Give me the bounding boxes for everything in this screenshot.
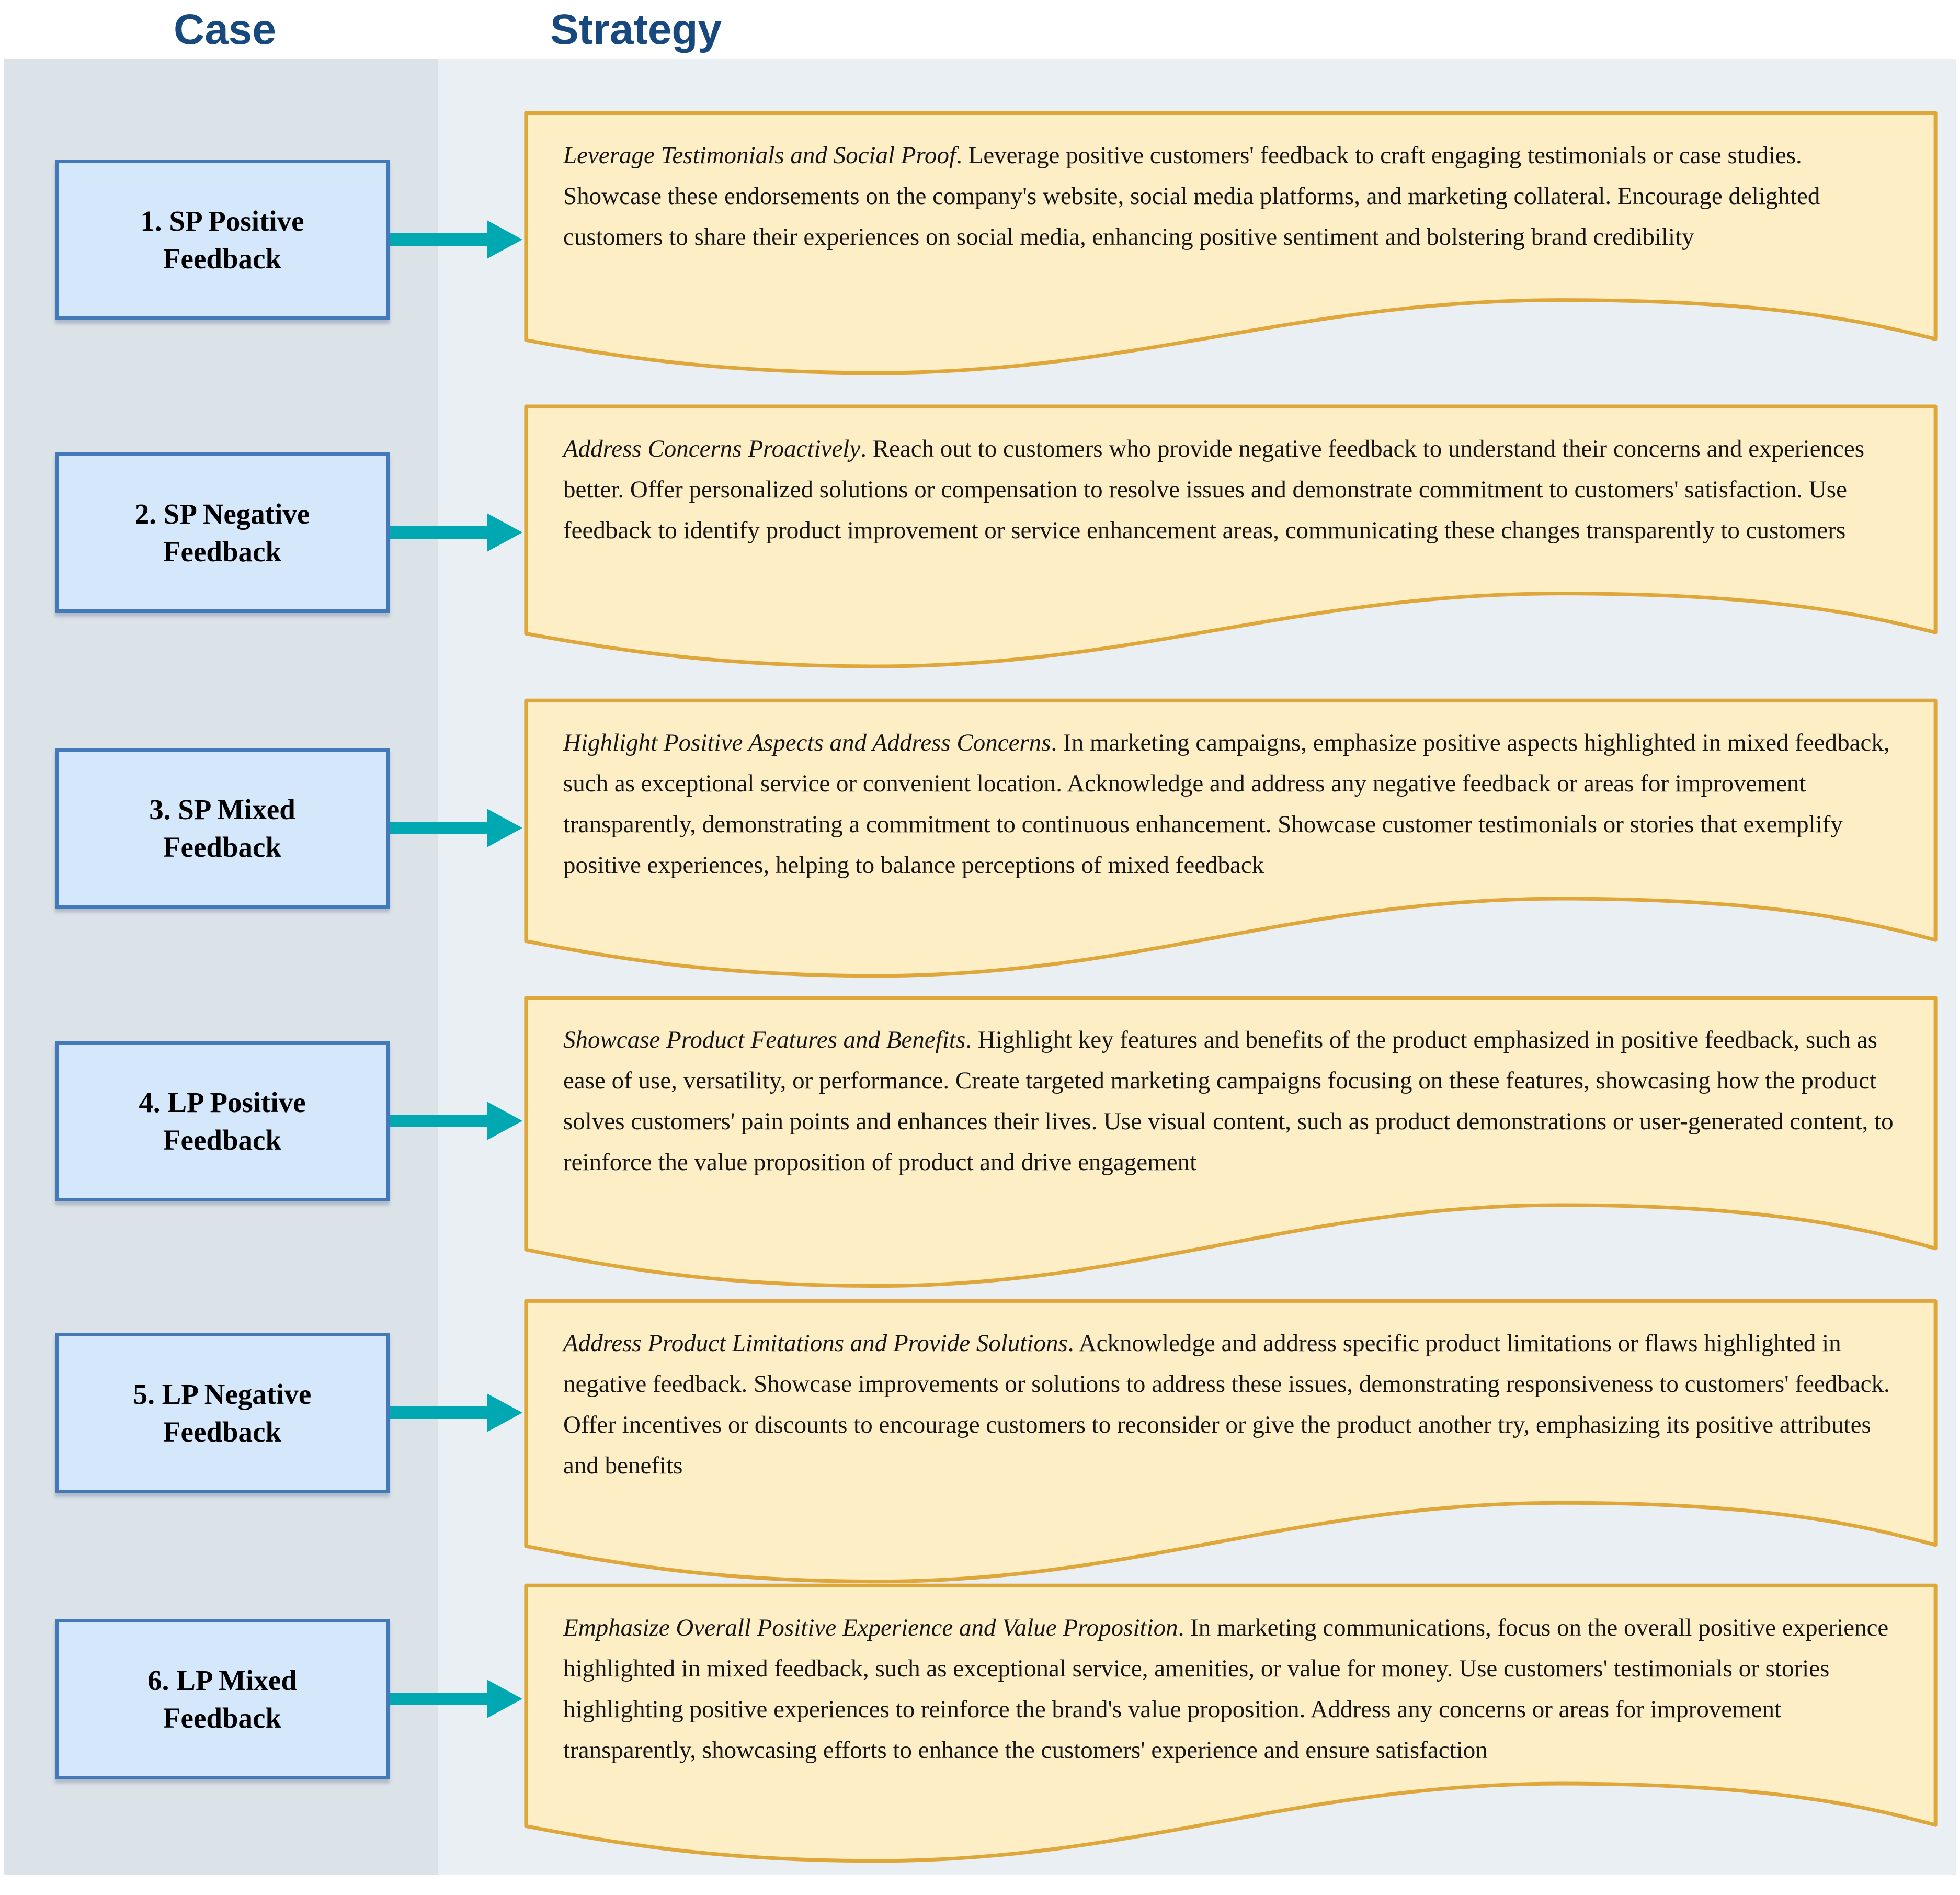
- strategy-body: . In marketing communications, focus on the overall positive experience highlighted in mixed feedback, such as exceptional service, amenities, or value for money. Use customers' testimonials or stories highlighting positive experiences to reinforce the brand's value proposition. Address any concerns or areas for improvement transparently, showcasing efforts to enhance the customers' experience and ensure satisfaction: [563, 1614, 1889, 1764]
- case-label-line: 2. SP Negative: [134, 497, 310, 530]
- right-arrow-icon: [390, 1087, 523, 1155]
- strategy-lead: Emphasize Overall Positive Experience and Value Proposition: [563, 1614, 1178, 1641]
- case-label-line: 6. LP Mixed: [147, 1664, 297, 1696]
- strategy-lead: Leverage Testimonials and Social Proof: [563, 142, 956, 169]
- case-box-sp-mixed: [55, 748, 390, 909]
- case-box-lp-positive: [55, 1041, 390, 1201]
- case-column-panel: [4, 59, 438, 1875]
- strategy-body: . Reach out to customers who provide negative feedback to understand their concerns and experiences better. Offer personalized solutions or compensation to resolve issues and demonstrate commitment to customers' satisfaction. Use feedback to identify product improvement or service enhancement areas, communicating these changes transparently to customers: [563, 435, 1865, 544]
- strategy-text: [563, 428, 1901, 551]
- strategy-body: . In marketing campaigns, emphasize positive aspects highlighted in mixed feedback, such as exceptional service or convenient location. Acknowledge and address any negative feedback or areas for improvement transparently, demonstrating a commitment to continuous enhancement. Showcase customer testimonials or stories that exemplify positive experiences, helping to balance perceptions of mixed feedback: [563, 729, 1890, 879]
- right-arrow-icon: [390, 206, 523, 274]
- strategy-text: [563, 722, 1901, 886]
- strategy-box-6: [520, 1583, 1941, 1863]
- strategy-body: . Acknowledge and address specific product limitations or flaws highlighted in negative feedback. Showcase improvements or solutions to address these issues, demonstrating responsiveness to customers' feedback. Offer incentives or discounts to encourage customers to reconsider or give the product another try, emphasizing its positive attributes and benefits: [563, 1330, 1890, 1479]
- column-header-strategy: Strategy: [550, 6, 722, 53]
- strategy-box-3: [520, 698, 1941, 978]
- case-label: [147, 1662, 297, 1737]
- case-label: [140, 202, 304, 278]
- case-label-line: Feedback: [163, 1701, 282, 1734]
- strategy-body: . Highlight key features and benefits of the product emphasized in positive feedback, such as ease of use, versatility, or performance. Create targeted marketing campaigns focusing on these features, showcasing how the product solves customers' pain points and enhances their lives. Use visual content, such as product demonstrations or user-generated content, to reinforce the value proposition of product and drive engagement: [563, 1026, 1894, 1176]
- strategy-body: . Leverage positive customers' feedback to craft engaging testimonials or case studies. Showcase these endorsements on the company's website, social media platforms, and marketing collateral. Encourage delighted customers to share their experiences on social media, enhancing positive sentiment and bolstering brand credibility: [563, 142, 1820, 251]
- strategy-lead: Address Concerns Proactively: [563, 435, 861, 462]
- case-label-line: Feedback: [163, 1124, 282, 1156]
- case-label-line: Feedback: [163, 1415, 282, 1448]
- case-label-line: 3. SP Mixed: [149, 793, 295, 825]
- case-label: [139, 1084, 305, 1159]
- case-label-line: Feedback: [163, 535, 282, 568]
- strategy-lead: Showcase Product Features and Benefits: [563, 1026, 966, 1053]
- strategy-lead: Address Product Limitations and Provide Solutions: [563, 1330, 1068, 1357]
- case-label-line: 1. SP Positive: [140, 205, 304, 237]
- case-label: [133, 1376, 312, 1451]
- case-label-line: 4. LP Positive: [139, 1086, 306, 1118]
- strategy-text: [563, 1323, 1901, 1486]
- case-box-lp-negative: [55, 1333, 390, 1493]
- right-arrow-icon: [390, 1379, 523, 1447]
- case-label: [135, 495, 310, 571]
- strategy-box-1: [520, 111, 1941, 375]
- case-label-line: 5. LP Negative: [133, 1378, 312, 1410]
- column-header-case: Case: [173, 6, 277, 53]
- case-box-sp-positive: [55, 160, 390, 320]
- strategy-box-5: [520, 1299, 1941, 1584]
- right-arrow-icon: [390, 498, 523, 566]
- strategy-text: [563, 1019, 1901, 1183]
- strategy-lead: Highlight Positive Aspects and Address Concerns: [563, 729, 1051, 756]
- case-label-line: Feedback: [163, 831, 282, 863]
- strategy-text: [563, 135, 1901, 257]
- case-box-sp-negative: [55, 452, 390, 613]
- right-arrow-icon: [390, 1665, 523, 1733]
- case-label-line: Feedback: [163, 242, 282, 275]
- right-arrow-icon: [390, 794, 523, 862]
- strategy-box-2: [520, 404, 1941, 668]
- strategy-text: [563, 1607, 1901, 1771]
- case-label: [149, 791, 295, 866]
- strategy-box-4: [520, 995, 1941, 1288]
- case-box-lp-mixed: [55, 1619, 390, 1779]
